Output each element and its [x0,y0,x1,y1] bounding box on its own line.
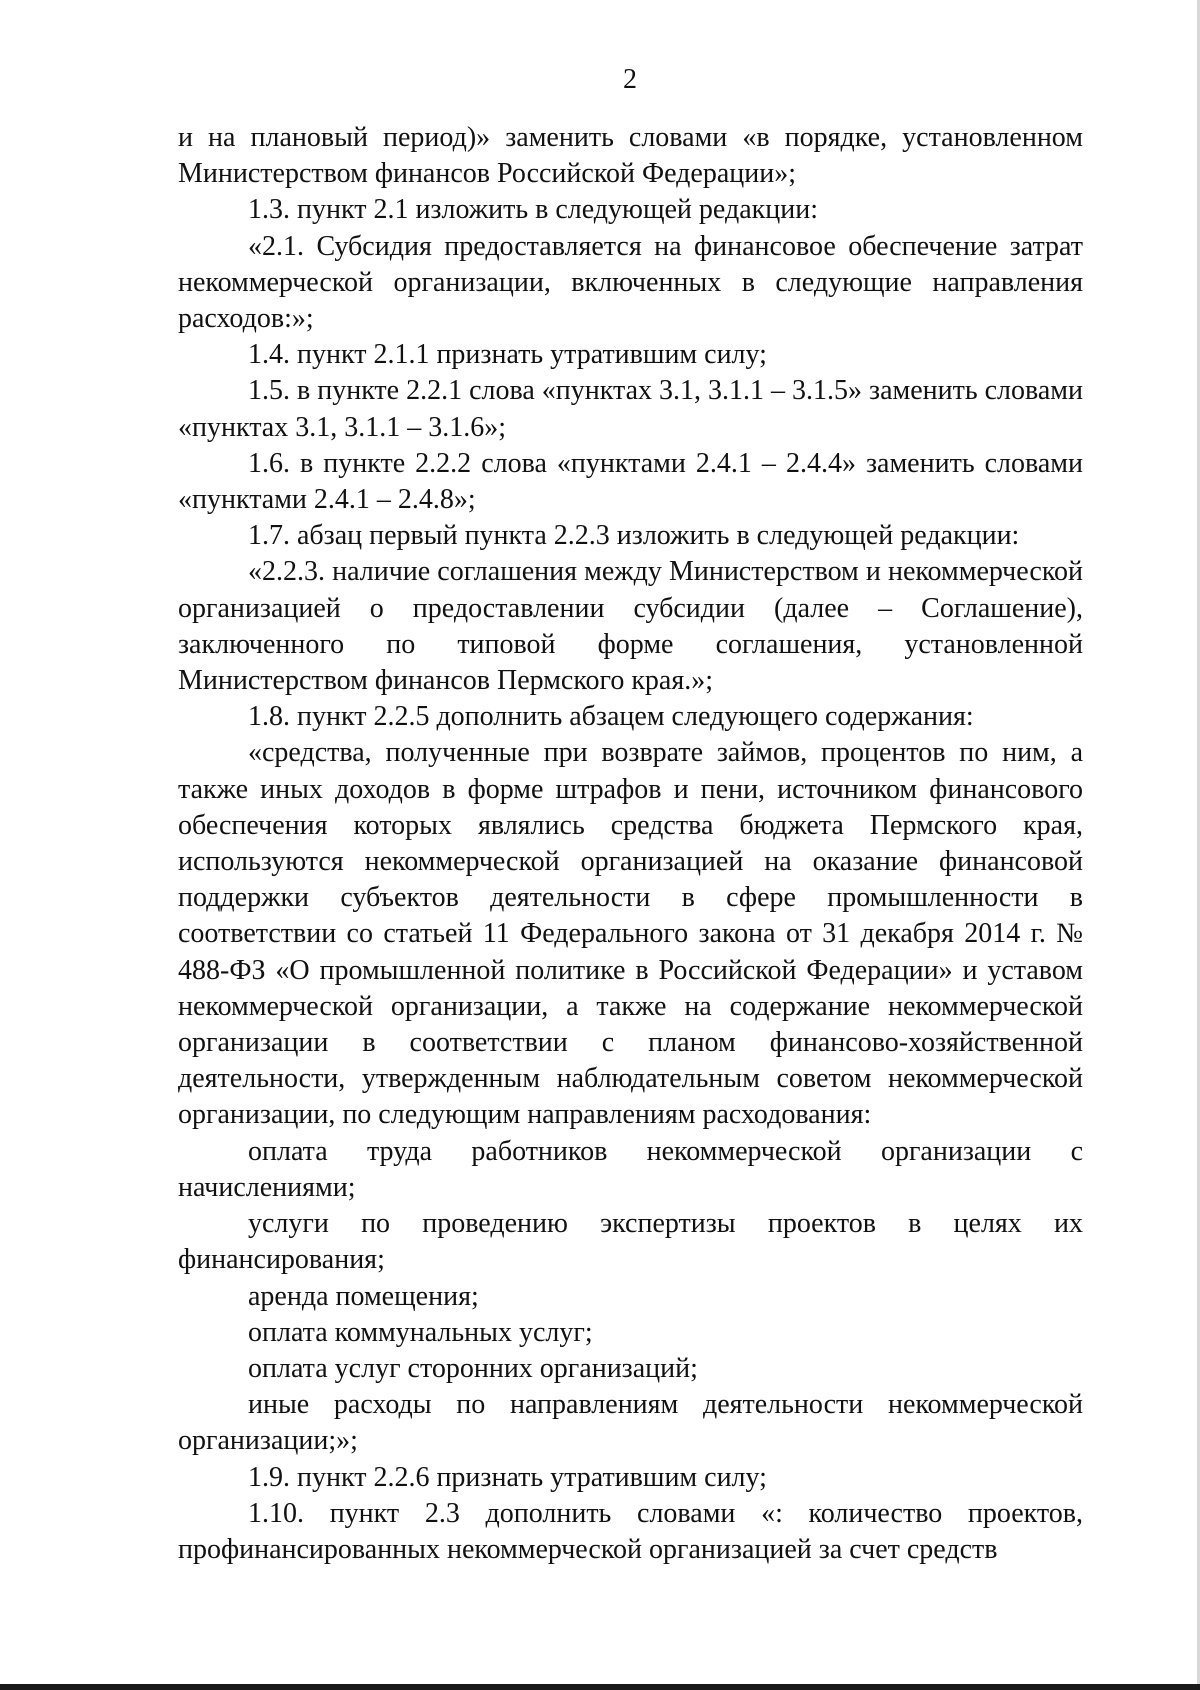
document-body [178,120,1083,1568]
paragraph-item-1-9: 1.9. пункт 2.2.6 признать утратившим силу; [248,1461,767,1493]
paragraph-quote-2-1: «2.1. Субсидия предоставляется на финансовое обеспечение затрат некоммерческой организации, включенных в следующие направления расходов:»; [178,230,1083,335]
list-item-expense: аренда помещения; [248,1280,479,1312]
paragraph-quote-funds: «средства, полученные при возврате займов, процентов по ним, а также иных доходов в форме штрафов и пени, источником финансового обеспечения которых являлись средства бюджета Пермского края, используются некоммерческой организацией на оказание финансовой поддержки субъектов деятельности в сфере промышленности в соответствии со статьей 11 Федерального закона от 31 декабря 2014 г. № 488-ФЗ «О промышленной политике в Российской Федерации» и уставом некоммерческой организации, а также на содержание некоммерческой организации в соответствии с планом финансово-хозяйственной деятельности, утвержденным наблюдательным советом некоммерческой организации, по следующим направлениям расходования: [178,737,1083,1131]
paragraph-item-1-4: 1.4. пункт 2.1.1 признать утратившим силу; [248,339,767,371]
page-number: 2 [623,64,637,95]
list-item-expense: иные расходы по направлениям деятельности некоммерческой организации;»; [178,1389,1083,1457]
list-item-expense: оплата услуг сторонних организаций; [248,1352,698,1384]
list-item-expense: оплата труда работников некоммерческой организации с начислениями; [178,1135,1083,1203]
paragraph-item-1-3: 1.3. пункт 2.1 изложить в следующей редакции: [248,194,818,226]
scan-edge-bottom [0,1684,1200,1690]
paragraph-item-1-5: 1.5. в пункте 2.2.1 слова «пунктах 3.1, 3.1.1 – 3.1.5» заменить словами «пунктах 3.1, 3.1.1 – 3.1.6»; [178,375,1083,443]
list-item-expense: услуги по проведению экспертизы проектов в целях их финансирования; [178,1208,1083,1276]
paragraph-quote-2-2-3: «2.2.3. наличие соглашения между Министерством и некоммерческой организацией о предоставлении субсидии (далее – Соглашение), заключенного по типовой форме соглашения, установленной Министерством финансов Пермского края.»; [178,556,1083,697]
paragraph-item-1-6: 1.6. в пункте 2.2.2 слова «пунктами 2.4.1 – 2.4.4» заменить словами «пунктами 2.4.1 – 2.4.8»; [178,447,1083,516]
list-item-expense: оплата коммунальных услуг; [248,1316,593,1348]
paragraph-item-1-10: 1.10. пункт 2.3 дополнить словами «: количество проектов, профинансированных некоммерческой организацией за счет средств [178,1497,1083,1565]
paragraph-item-1-7: 1.7. абзац первый пункта 2.2.3 изложить в следующей редакции: [248,520,1020,552]
paragraph-continuation: и на плановый период)» заменить словами «в порядке, установленном Министерством финансов Российской Федерации»; [178,122,1083,190]
paragraph-item-1-8: 1.8. пункт 2.2.5 дополнить абзацем следующего содержания: [248,701,974,733]
